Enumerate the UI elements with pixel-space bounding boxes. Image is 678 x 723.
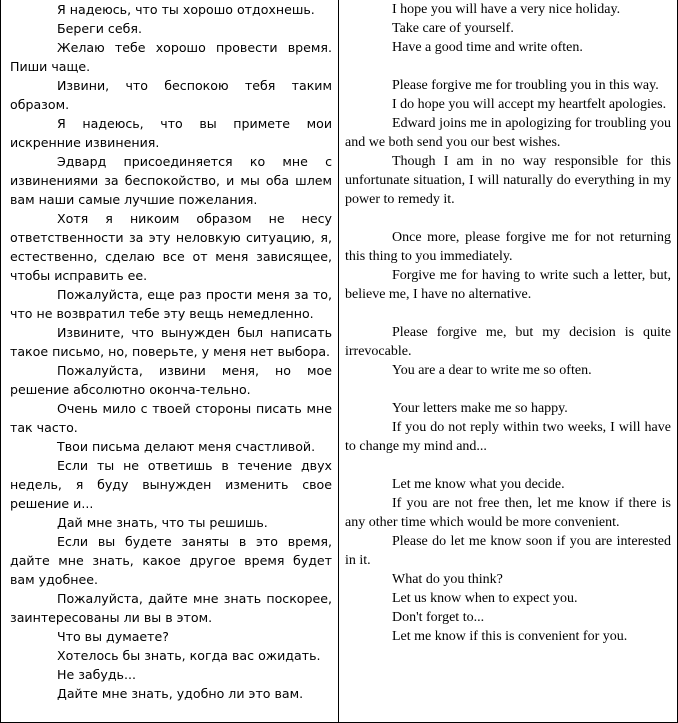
ru-phrase-2: Береги себя.: [57, 21, 142, 36]
en-phrase-12: Your letters make me so happy.: [392, 401, 568, 416]
en-spacer: [345, 456, 671, 475]
ru-phrase-18: Хотелось бы знать, когда вас ожидать.: [57, 648, 321, 663]
ru-phrase-11: Очень мило с твоей стороны писать мне так часто.: [10, 401, 332, 435]
en-phrase-3: Have a good time and write often.: [392, 40, 583, 55]
ru-phrase-14: Дай мне знать, что ты решишь.: [57, 515, 268, 530]
en-phrase-11: You are a dear to write me so often.: [392, 363, 592, 378]
en-spacer: [345, 57, 671, 76]
en-phrase-20: Let me know if this is convenient for you.: [392, 629, 628, 644]
en-phrase-18: Let us know when to expect you.: [392, 591, 578, 606]
en-phrase-4: Please forgive me for troubling you in this way.: [392, 78, 659, 93]
ru-phrase-19: Не забудь...: [57, 667, 136, 682]
en-phrase-2: Take care of yourself.: [392, 21, 514, 36]
ru-phrase-10: Пожалуйста, извини меня, но мое решение абсолютно оконча-тельно.: [10, 363, 332, 397]
en-phrase-10: Please forgive me, but my decision is quite irrevocable.: [345, 325, 671, 359]
en-phrase-14: Let me know what you decide.: [392, 477, 565, 492]
en-phrase-5: I do hope you will accept my heartfelt apologies.: [392, 97, 667, 112]
english-column: [345, 0, 671, 646]
en-spacer: [345, 304, 671, 323]
ru-phrase-13: Если ты не ответишь в течение двух недель, я буду вынужден изменить свое решение и...: [10, 458, 332, 511]
ru-phrase-12: Твои письма делают меня счастливой.: [57, 439, 316, 454]
en-phrase-15: If you are not free then, let me know if there is any other time which would be more convenient.: [345, 496, 671, 530]
ru-phrase-8: Пожалуйста, еще раз прости меня за то, что не возвратил тебе эту вещь немедленно.: [10, 287, 332, 321]
en-phrase-6: Edward joins me in apologizing for troubling you and we both send you our best wishes.: [345, 116, 671, 150]
ru-phrase-6: Эдвард присоединяется ко мне с извинениями за беспокойство, и мы оба шлем вам наши самые лучшие пожелания.: [10, 154, 332, 207]
en-phrase-16: Please do let me know soon if you are interested in it.: [345, 534, 671, 568]
ru-phrase-4: Извини, что беспокою тебя таким образом.: [10, 78, 332, 112]
en-phrase-17: What do you think?: [392, 572, 503, 587]
en-phrase-19: Don't forget to...: [392, 610, 485, 625]
en-phrase-9: Forgive me for having to write such a letter, but, believe me, I have no alternative.: [345, 268, 671, 302]
en-phrase-13: If you do not reply within two weeks, I will have to change my mind and...: [345, 420, 671, 454]
en-spacer: [345, 380, 671, 399]
en-spacer: [345, 209, 671, 228]
ru-phrase-17: Что вы думаете?: [57, 629, 169, 644]
ru-phrase-3: Желаю тебе хорошо провести время. Пиши чаще.: [10, 40, 332, 74]
en-phrase-1: I hope you will have a very nice holiday.: [392, 2, 621, 17]
ru-phrase-20: Дайте мне знать, удобно ли это вам.: [57, 686, 304, 701]
ru-phrase-15: Если вы будете заняты в это время, дайте мне знать, какое другое время будет вам удобнее.: [10, 534, 332, 587]
ru-phrase-7: Хотя я никоим образом не несу ответственности за эту неловкую ситуацию, я, естественно, сделаю все от меня зависящее, чтобы исправить ее.: [10, 211, 332, 283]
en-phrase-7: Though I am in no way responsible for this unfortunate situation, I will naturally do everything in my power to remedy it.: [345, 154, 671, 207]
russian-column: [10, 0, 332, 703]
en-phrase-8: Once more, please forgive me for not returning this thing to you immediately.: [345, 230, 671, 264]
column-divider: [338, 0, 339, 722]
ru-phrase-9: Извините, что вынужден был написать такое письмо, но, поверьте, у меня нет выбора.: [10, 325, 332, 359]
ru-phrase-1: Я надеюсь, что ты хорошо отдохнешь.: [57, 2, 315, 17]
ru-phrase-5: Я надеюсь, что вы примете мои искренние извинения.: [10, 116, 332, 150]
ru-phrase-16: Пожалуйста, дайте мне знать поскорее, заинтересованы ли вы в этом.: [10, 591, 332, 625]
